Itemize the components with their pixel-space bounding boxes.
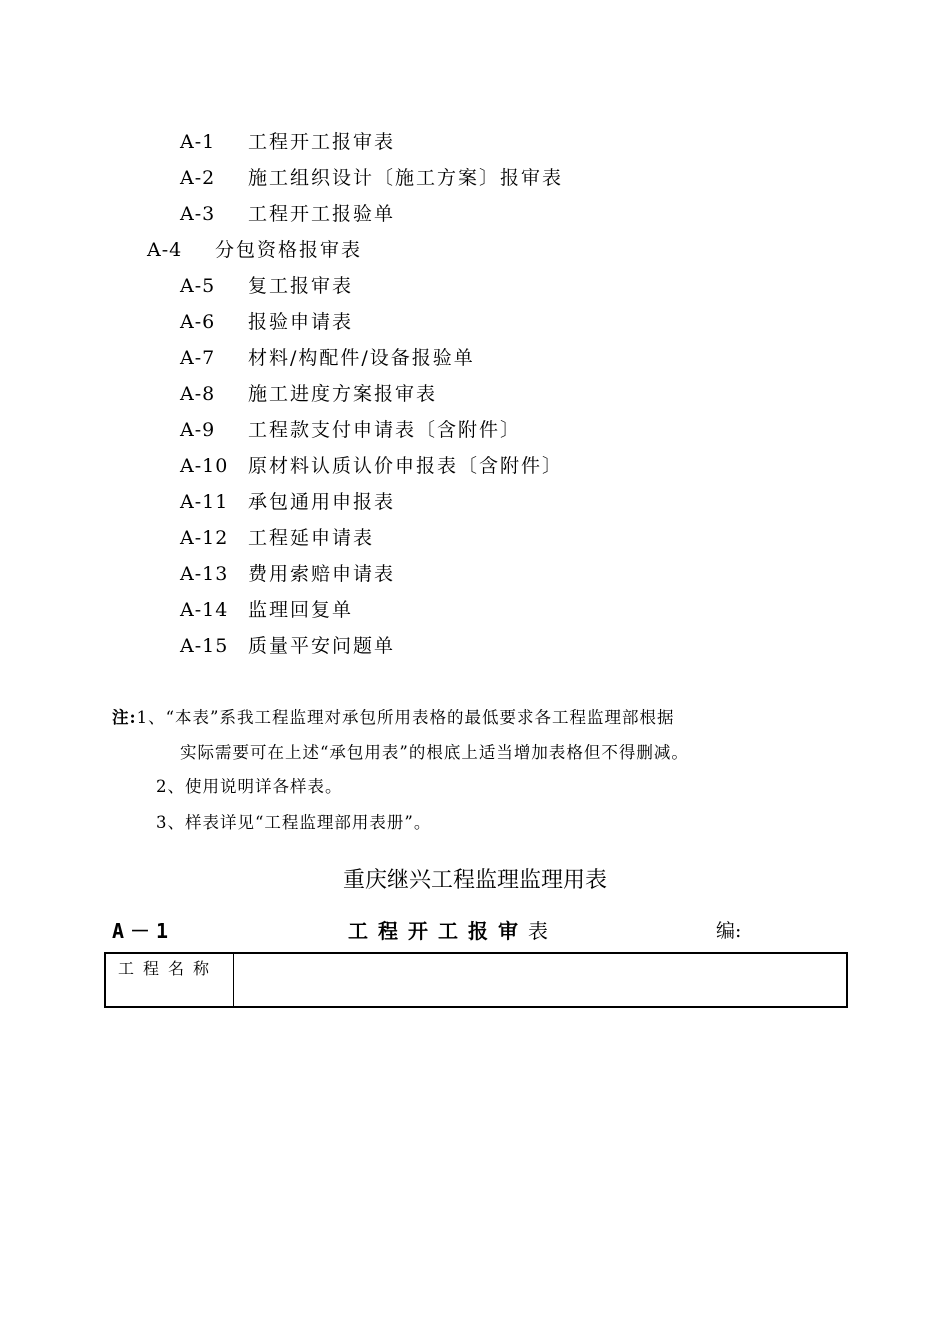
form-title-tail: 表	[528, 919, 558, 943]
list-item	[180, 163, 563, 193]
form-code: A-14	[180, 599, 229, 621]
form-code-label: A－1	[112, 919, 175, 943]
form-title: 分包资格报审表	[215, 239, 363, 261]
form-code: A-10	[180, 455, 229, 477]
form-number-label: 编:	[716, 920, 742, 942]
form-title: 材料/构配件/设备报验单	[248, 347, 475, 369]
form-title: 施工进度方案报审表	[248, 383, 438, 405]
list-item	[180, 523, 374, 553]
form-title: 工程开工报验单	[248, 203, 396, 225]
form-code: A-1	[180, 131, 216, 153]
form-title-heading	[348, 914, 558, 948]
document-heading: 重庆继兴工程监理监理用表	[342, 868, 607, 893]
note-line	[112, 705, 674, 731]
form-code: A-3	[180, 203, 216, 225]
form-title: 承包通用申报表	[248, 491, 396, 513]
form-title: 质量平安问题单	[248, 635, 396, 657]
note-line	[156, 774, 343, 800]
form-title-bold: 工程开工报审	[348, 919, 528, 943]
list-item	[180, 631, 395, 661]
list-item	[180, 199, 395, 229]
form-code: A-5	[180, 275, 216, 297]
list-item	[180, 559, 395, 589]
form-code: A-4	[147, 239, 183, 261]
list-item	[180, 451, 563, 481]
form-title: 施工组织设计〔施工方案〕报审表	[248, 167, 564, 189]
form-code: A-9	[180, 419, 216, 441]
form-code: A-13	[180, 563, 229, 585]
note-label: 注:	[112, 708, 137, 727]
note-text: 3、样表详见“工程监理部用表册”。	[156, 813, 432, 832]
note-line	[156, 810, 431, 836]
form-title: 原材料认质认价申报表〔含附件〕	[248, 455, 564, 477]
list-item	[180, 487, 395, 517]
note-text: 1、“本表”系我工程监理对承包所用表格的最低要求各工程监理部根据	[136, 708, 675, 727]
list-item	[180, 127, 395, 157]
list-item	[180, 271, 353, 301]
list-item	[180, 379, 437, 409]
form-title: 复工报审表	[248, 275, 354, 297]
form-title: 费用索赔申请表	[248, 563, 396, 585]
list-item	[180, 415, 521, 445]
project-name-field[interactable]	[234, 954, 846, 1006]
form-title: 报验申请表	[248, 311, 354, 333]
note-line	[180, 740, 689, 766]
form-code: A-8	[180, 383, 216, 405]
form-title: 工程延申请表	[248, 527, 375, 549]
note-text: 2、使用说明详各样表。	[156, 777, 343, 796]
form-code: A-7	[180, 347, 216, 369]
list-item	[180, 307, 353, 337]
form-title: 工程款支付申请表〔含附件〕	[248, 419, 522, 441]
form-title: 工程开工报审表	[248, 131, 396, 153]
form-header	[112, 914, 852, 948]
form-code: A-11	[180, 491, 229, 513]
list-item	[180, 595, 353, 625]
form-table	[104, 952, 848, 1008]
form-code: A-6	[180, 311, 216, 333]
project-name-label: 工程名称	[106, 954, 234, 1006]
form-code: A-12	[180, 527, 229, 549]
form-title: 监理回复单	[248, 599, 354, 621]
list-item	[180, 343, 475, 373]
form-code: A-15	[180, 635, 229, 657]
list-item	[147, 235, 362, 265]
note-text: 实际需要可在上述“承包用表”的根底上适当增加表格但不得删减。	[180, 743, 689, 762]
form-code: A-2	[180, 167, 216, 189]
